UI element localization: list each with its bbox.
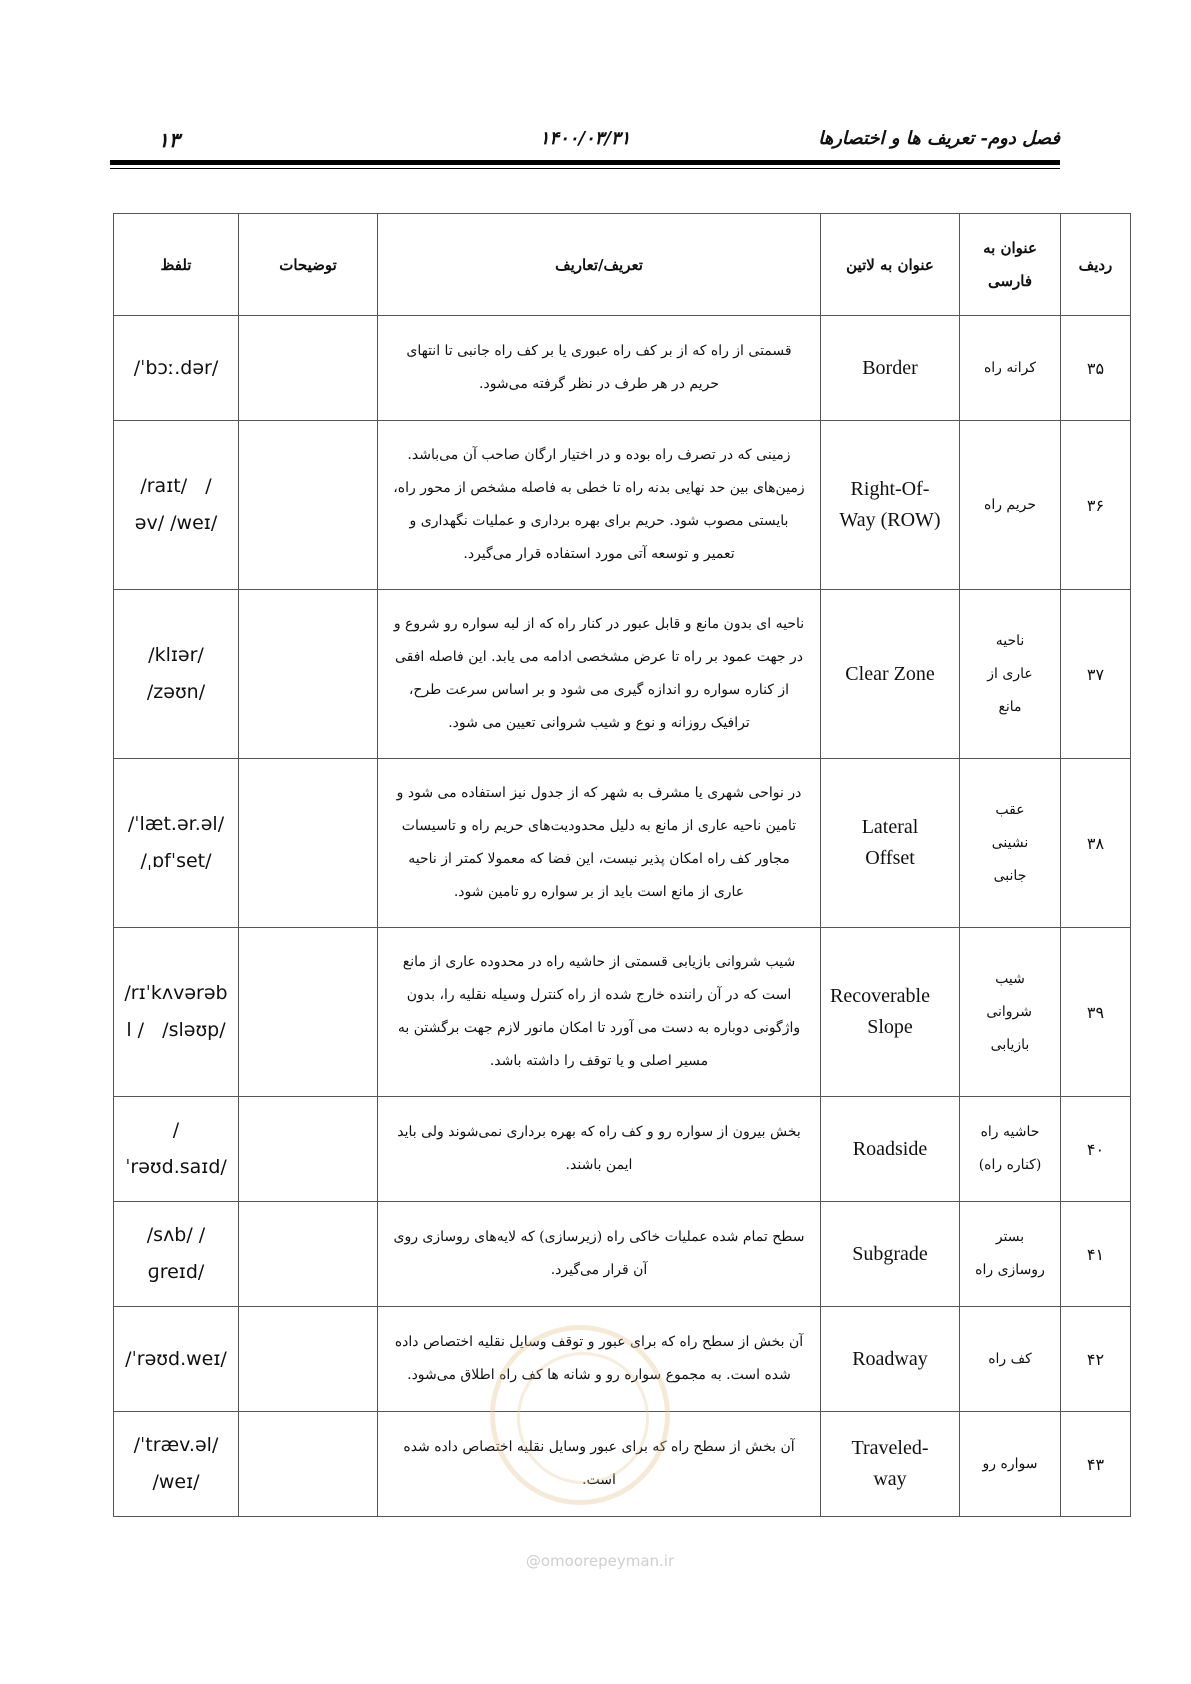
definition-text: قسمتی از راه که از بر کف راه عبوری یا بر کف راه جانبی تا انتهای حریم در هر طرف در نظر گرفته می‌شود. <box>378 316 821 421</box>
persian-term: کرانه راه <box>960 316 1061 421</box>
header-date: ۱۴۰۰/۰۳/۳۱ <box>539 128 631 149</box>
latin-term: Traveled-way <box>821 1412 960 1517</box>
latin-term: Clear Zone <box>821 590 960 759</box>
row-number: ۳۹ <box>1061 928 1131 1097</box>
pronunciation-text: /ˈrəʊd.weɪ/ <box>114 1307 239 1412</box>
latin-term: Right-Of-Way (ROW) <box>821 421 960 590</box>
header-pronunciation: تلفظ <box>114 214 239 316</box>
persian-term: عقب نشینی جانبی <box>960 759 1061 928</box>
latin-term: Roadside <box>821 1097 960 1202</box>
watermark-seal <box>490 1325 670 1505</box>
definition-text: سطح تمام شده عملیات خاکی راه (زیرسازی) که لایه‌های روسازی روی آن قرار می‌گیرد. <box>378 1202 821 1307</box>
persian-term: حریم راه <box>960 421 1061 590</box>
pronunciation-text: /klɪər/ /zəʊn/ <box>114 590 239 759</box>
row-number: ۴۰ <box>1061 1097 1131 1202</box>
pronunciation-text: /sʌb/ /ɡreɪd/ <box>114 1202 239 1307</box>
persian-term: ناحیه عاری از مانع <box>960 590 1061 759</box>
persian-term: بستر روسازی راه <box>960 1202 1061 1307</box>
header-persian-title: عنوان به فارسی <box>960 214 1061 316</box>
header-latin-title: عنوان به لاتین <box>821 214 960 316</box>
header-notes: توضیحات <box>239 214 378 316</box>
definition-text: آن بخش از سطح راه که برای عبور وسایل نقلیه اختصاص داده شده است. <box>378 1412 821 1517</box>
row-number: ۴۱ <box>1061 1202 1131 1307</box>
persian-term: کف راه <box>960 1307 1061 1412</box>
table-row <box>114 590 1131 759</box>
page-header <box>110 128 1060 156</box>
row-number: ۳۸ <box>1061 759 1131 928</box>
table-row <box>114 1097 1131 1202</box>
header-rule-thick <box>110 160 1060 165</box>
notes-cell <box>239 1097 378 1202</box>
notes-cell <box>239 928 378 1097</box>
pronunciation-text: /rɪˈkʌvərəbl / /sləʊp/ <box>114 928 239 1097</box>
notes-cell <box>239 590 378 759</box>
definition-text: شیب شروانی بازیابی قسمتی از حاشیه راه در محدوده عاری از مانع است که در آن راننده خارج شده از راه کنترل وسیله نقلیه را، بدون واژگونی دوباره به دست می آورد تا امکان مانور لازم جهت برگشتن به مسیر اصلی و یا توقف را داشته باشد. <box>378 928 821 1097</box>
pronunciation-text: /ˈlæt.ər.əl/ /ˌɒfˈset/ <box>114 759 239 928</box>
row-number: ۳۶ <box>1061 421 1131 590</box>
pronunciation-text: /ˈbɔː.dər/ <box>114 316 239 421</box>
chapter-title: فصل دوم- تعریف ها و اختصارها <box>818 128 1060 149</box>
persian-term: شیب شروانی بازیابی <box>960 928 1061 1097</box>
pronunciation-text: /ˈtræv.əl/ /weɪ/ <box>114 1412 239 1517</box>
header-row-number: ردیف <box>1061 214 1131 316</box>
definition-text: در نواحی شهری یا مشرف به شهر که از جدول نیز استفاده می شود و تامین ناحیه عاری از مانع به دلیل محدودیت‌های حریم راه و تاسیسات مجاور کف راه امکان پذیر نیست، این فضا که معمولا کمتر از ناحیه عاری از مانع است باید از بر سواره رو تامین شود. <box>378 759 821 928</box>
header-rule-thin <box>110 168 1060 169</box>
header-definition: تعریف/تعاریف <box>378 214 821 316</box>
definition-text: ناحیه ای بدون مانع و قابل عبور در کنار راه که از لبه سواره رو شروع و در جهت عمود بر راه تا عرض مشخصی ادامه می یابد. این فاصله افقی از کناره سواره رو اندازه گیری می شود و بر اساس سرعت طرح، ترافیک روزانه و نوع و شیب شروانی تعیین می شود. <box>378 590 821 759</box>
row-number: ۳۵ <box>1061 316 1131 421</box>
notes-cell <box>239 316 378 421</box>
table-row <box>114 421 1131 590</box>
page-number: ۱۳ <box>158 128 180 152</box>
persian-term: سواره رو <box>960 1412 1061 1517</box>
latin-term: Recoverable Slope <box>821 928 960 1097</box>
row-number: ۳۷ <box>1061 590 1131 759</box>
notes-cell <box>239 1202 378 1307</box>
table-row <box>114 316 1131 421</box>
table-row <box>114 759 1131 928</box>
notes-cell <box>239 1412 378 1517</box>
table-header-row <box>114 214 1131 316</box>
latin-term: Lateral Offset <box>821 759 960 928</box>
notes-cell <box>239 421 378 590</box>
persian-term: حاشیه راه (کناره راه) <box>960 1097 1061 1202</box>
pronunciation-text: /raɪt/ /əv/ /weɪ/ <box>114 421 239 590</box>
notes-cell <box>239 1307 378 1412</box>
pronunciation-text: /ˈrəʊd.saɪd/ <box>114 1097 239 1202</box>
latin-term: Roadway <box>821 1307 960 1412</box>
notes-cell <box>239 759 378 928</box>
latin-term: Border <box>821 316 960 421</box>
definition-text: آن بخش از سطح راه که برای عبور و توقف وسایل نقلیه اختصاص داده شده است. به مجموع سواره رو و شانه ها کف راه اطلاق می‌شود. <box>378 1307 821 1412</box>
definition-text: زمینی که در تصرف راه بوده و در اختیار ارگان صاحب آن می‌باشد. زمین‌های بین حد نهایی بدنه راه تا خطی به فاصله مشخص از محور راه، بایستی مصوب شود. حریم برای بهره برداری و عملیات نگهداری و تعمیر و توسعه آتی مورد استفاده قرار می‌گیرد. <box>378 421 821 590</box>
table-row <box>114 1202 1131 1307</box>
watermark-site: @omoorepeyman.ir <box>525 1552 675 1570</box>
row-number: ۴۲ <box>1061 1307 1131 1412</box>
definition-text: بخش بیرون از سواره رو و کف راه که بهره برداری نمی‌شوند ولی باید ایمن باشند. <box>378 1097 821 1202</box>
latin-term: Subgrade <box>821 1202 960 1307</box>
table-row <box>114 928 1131 1097</box>
definitions-table <box>113 213 1131 1517</box>
row-number: ۴۳ <box>1061 1412 1131 1517</box>
